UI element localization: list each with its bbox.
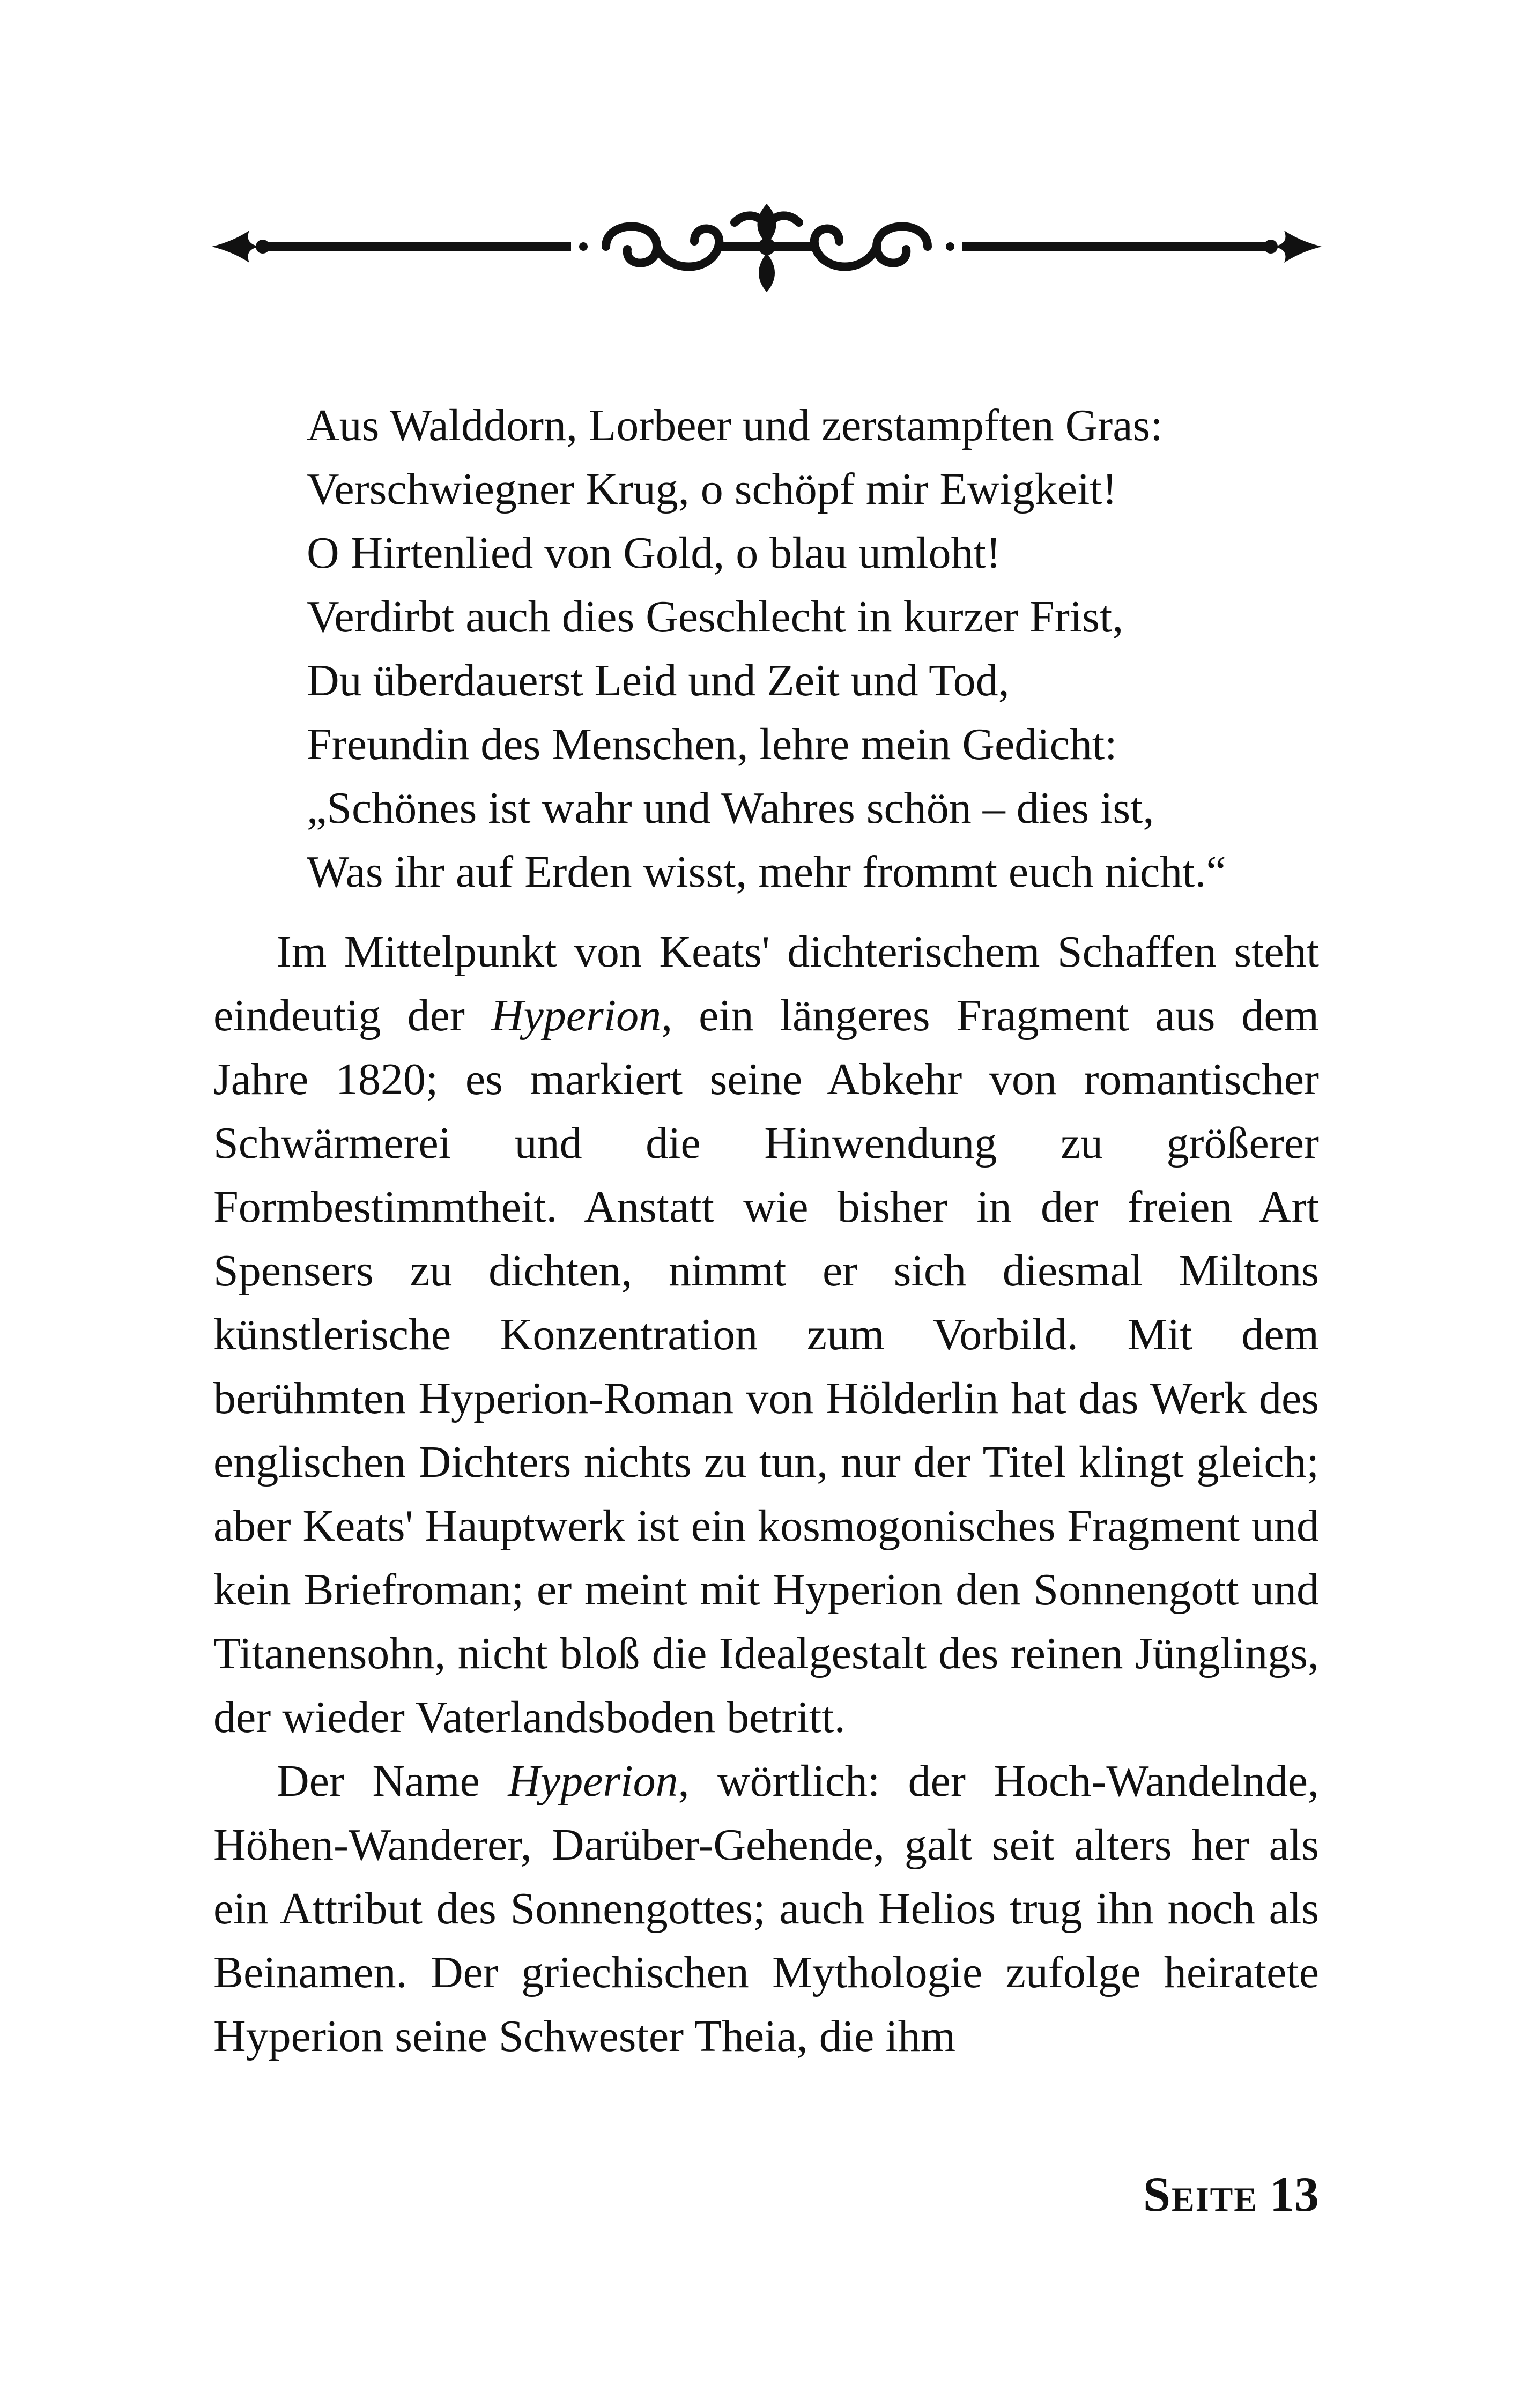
poem-stanza: [307, 393, 1379, 904]
page-number: [1143, 2166, 1319, 2223]
poem-line: O Hirtenlied von Gold, o blau umloht!: [307, 528, 1001, 578]
paragraph-text: , ein längeres Fragment aus dem Jahre 1820; es markiert seine Abkehr von romantischer Schwärmerei und die Hinwendung zu größerer Formbestimmtheit. Anstatt wie bisher in der freien Art Spensers zu dichten, nimmt er sich diesmal Miltons künstlerische Konzentration zum Vorbild. Mit dem berühmten Hyperion-Roman von Hölderlin hat das Werk des englischen Dichters nichts zu tun, nur der Titel klingt gleich; aber Keats' Hauptwerk ist ein kosmogonisches Fragment und kein Briefroman; er meint mit Hyperion den Sonnengott und Titanensohn, nicht bloß die Idealgestalt des reinen Jünglings, der wieder Vaterlandsboden betritt.: [213, 991, 1319, 1742]
poem-line: Verschwiegner Krug, o schöpf mir Ewigkeit!: [307, 464, 1117, 514]
left-finial: [212, 231, 260, 263]
poem-line: Du überdauerst Leid und Zeit und Tod,: [307, 656, 1010, 705]
work-title: Hyperion: [491, 991, 662, 1041]
work-title: Hyperion: [508, 1756, 678, 1806]
paragraph-text: Im Mittelpunkt von Keats' dichterischem Schaffen steht eindeutig der: [213, 927, 1319, 1041]
poem-line: Verdirbt auch dies Geschlecht in kurzer Frist,: [307, 592, 1124, 642]
page-number-value: 13: [1270, 2167, 1319, 2221]
paragraph-text: Der Name: [277, 1756, 508, 1806]
paragraph-text: , wörtlich: der Hoch-Wandelnde, Höhen-Wanderer, Darüber-Gehende, galt seit alters her als ein Attribut des Sonnengottes; auch Helios trug ihn noch als Beinamen. Der griechischen Mythologie zufolge heiratete Hyperion seine Schwester Theia, die ihm: [213, 1756, 1320, 2061]
poem-line: „Schönes ist wahr und Wahres schön – dies ist,: [307, 783, 1154, 833]
page-label: Seite: [1143, 2167, 1258, 2221]
right-bar: [962, 242, 1268, 251]
poem-line: Was ihr auf Erden wisst, mehr frommt euch nicht.“: [307, 847, 1226, 897]
ornament-divider: [212, 193, 1322, 300]
paragraph: [213, 1749, 1319, 2068]
paragraph: [213, 920, 1319, 1749]
center-leaf: [758, 204, 776, 244]
poem-line: Aus Walddorn, Lorbeer und zerstampften Gras:: [307, 400, 1163, 450]
left-bar: [265, 242, 571, 251]
poem-line: Freundin des Menschen, lehre mein Gedicht:: [307, 719, 1117, 769]
right-finial: [1273, 231, 1322, 263]
body-text: [213, 920, 1319, 2068]
